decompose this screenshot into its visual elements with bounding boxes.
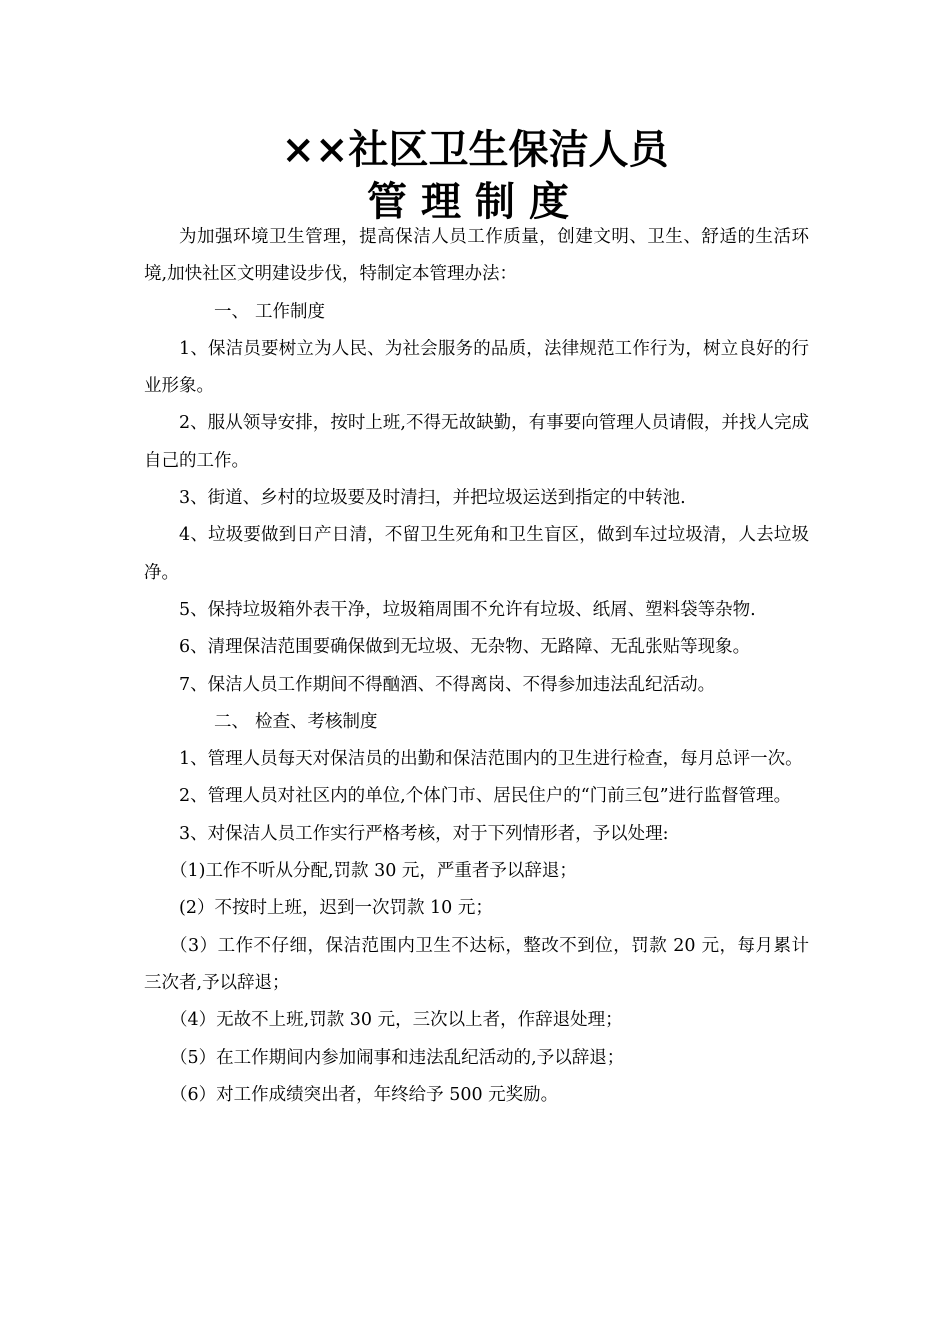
penalty-item: （4）无故不上班,罚款 30 元，三次以上者，作辞退处理； (170, 1010, 623, 1031)
section1-item: 7、保洁人员工作期间不得酗酒、不得离岗、不得参加违法乱纪活动。 (179, 674, 716, 695)
section1-item: 6、清理保洁范围要确保做到无垃圾、无杂物、无路障、无乱张贴等现象。 (179, 637, 751, 658)
penalty-item: （3）工作不仔细，保洁范围内卫生不达标，整改不到位，罚款 20 元，每月累计三次者,予以辞退； (144, 935, 809, 993)
document-subtitle: 管理制度 (367, 178, 583, 225)
section1-number: 一、 (214, 301, 249, 322)
penalty-item: (2）不按时上班，迟到一次罚款 10 元； (179, 898, 493, 919)
document-body (144, 219, 809, 1114)
section1-item: 5、保持垃圾箱外表干净，垃圾箱周围不允许有垃圾、纸屑、塑料袋等杂物. (179, 599, 756, 620)
intro-paragraph: 为加强环境卫生管理，提高保洁人员工作质量，创建文明、卫生、舒适的生活环境,加快社区文明建设步伐，特制定本管理办法： (144, 227, 809, 285)
section2-number: 二、 (214, 711, 249, 732)
penalty-item: （5）在工作期间内参加闹事和违法乱纪活动的,予以辞退； (170, 1047, 625, 1068)
document-title: ××社区卫生保洁人员 (281, 126, 669, 173)
penalty-item: （1)工作不听从分配,罚款 30 元，严重者予以辞退； (170, 861, 577, 882)
penalty-item: （6）对工作成绩突出者，年终给予 500 元奖励。 (170, 1084, 559, 1105)
section2-item: 3、对保洁人员工作实行严格考核，对于下列情形者，予以处理: (179, 823, 669, 844)
section1-item: 1、保洁员要树立为人民、为社会服务的品质，法律规范工作行为，树立良好的行业形象。 (144, 338, 809, 397)
section1-title: 工作制度 (255, 301, 325, 322)
section2-item: 2、管理人员对社区内的单位,个体门市、居民住户的“门前三包”进行监督管理。 (179, 786, 792, 807)
section2-heading (144, 704, 809, 741)
section1-heading (144, 294, 809, 331)
section1-item: 4、垃圾要做到日产日清，不留卫生死角和卫生盲区，做到车过垃圾清，人去垃圾净。 (144, 525, 809, 583)
section2-title: 检查、考核制度 (255, 711, 378, 732)
section2-item: 1、管理人员每天对保洁员的出勤和保洁范围内的卫生进行检查，每月总评一次。 (179, 749, 803, 770)
section1-item: 2、服从领导安排，按时上班,不得无故缺勤，有事要向管理人员请假，并找人完成自己的工作。 (144, 413, 809, 471)
section1-item: 3、街道、乡村的垃圾要及时清扫，并把垃圾运送到指定的中转池. (179, 488, 686, 509)
